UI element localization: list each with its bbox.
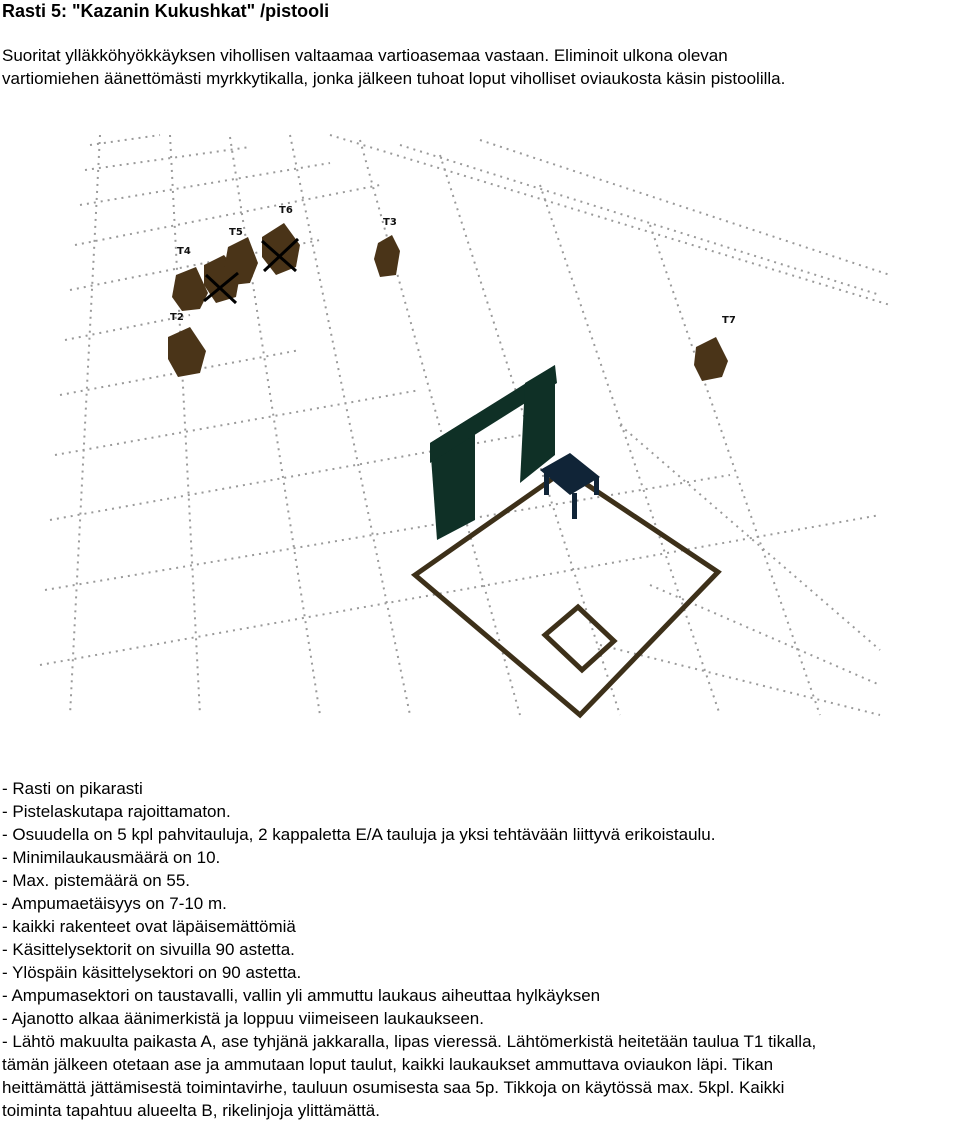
procedure-line: - Lähtö makuulta paikasta A, ase tyhjänä jakkaralla, lipas vieressä. Lähtömerkistä heitetään taulua T1 tikalla, bbox=[2, 1032, 817, 1051]
rule-item: - Rasti on pikarasti bbox=[2, 779, 143, 798]
target-label: T4 bbox=[177, 246, 191, 257]
rule-item: - Minimilaukausmäärä on 10. bbox=[2, 848, 221, 867]
rules-list bbox=[2, 777, 960, 1122]
rule-item: - Osuudella on 5 kpl pahvitauluja, 2 kappaletta E/A tauluja ja yksi tehtävään liittyvä erikoistaulu. bbox=[2, 825, 716, 844]
procedure-line: tämän jälkeen otetaan ase ja ammutaan loput taulut, kaikki laukaukset ammuttava oviaukon läpi. Tikan bbox=[2, 1055, 774, 1074]
rule-item: - Käsittelysektorit on sivuilla 90 astetta. bbox=[2, 940, 295, 959]
target-label: T3 bbox=[383, 217, 397, 228]
targets bbox=[168, 223, 728, 381]
target-label: T6 bbox=[279, 205, 293, 216]
target-t7 bbox=[694, 337, 728, 381]
rule-item: - Ampumasektori on taustavalli, vallin yli ammuttu laukaus aiheuttaa hylkäyksen bbox=[2, 986, 601, 1005]
target-t3 bbox=[374, 235, 400, 277]
rule-item: - Pistelaskutapa rajoittamaton. bbox=[2, 802, 231, 821]
target-t2 bbox=[168, 327, 206, 377]
target-t4 bbox=[172, 267, 208, 311]
intro-line: Suoritat ylläkköhyökkäyksen vihollisen valtaamaa vartioasemaa vastaan. Eliminoit ulkona olevan bbox=[2, 46, 728, 65]
area-a-outline bbox=[545, 607, 614, 670]
page-title: Rasti 5: "Kazanin Kukushkat" /pistooli bbox=[2, 1, 330, 21]
target-label: T2 bbox=[170, 312, 184, 323]
rule-item: - Ylöspäin käsittelysektori on 90 astetta. bbox=[2, 963, 302, 982]
intro-line: vartiomiehen äänettömästi myrkkytikalla, jonka jälkeen tuhoat loput viholliset oviaukosta käsin pistoolilla. bbox=[2, 69, 786, 88]
intro-paragraph bbox=[2, 44, 952, 90]
procedure-line: toiminta tapahtuu alueelta B, rikelinjoja ylittämättä. bbox=[2, 1101, 380, 1120]
target-t5b bbox=[224, 237, 258, 285]
rule-item: - Max. pistemäärä on 55. bbox=[2, 871, 191, 890]
stage-diagram bbox=[0, 125, 960, 725]
target-label: T5 bbox=[229, 227, 243, 238]
rule-item: - kaikki rakenteet ovat läpäisemättömiä bbox=[2, 917, 296, 936]
target-label: T7 bbox=[722, 315, 736, 326]
rule-item: - Ampumaetäisyys on 7-10 m. bbox=[2, 894, 227, 913]
procedure-line: heittämättä jättämisestä toimintavirhe, tauluun osumisesta saa 5p. Tikkoja on käytössä max. 5kpl. Kaikki bbox=[2, 1078, 785, 1097]
rule-item: - Ajanotto alkaa äänimerkistä ja loppuu viimeiseen laukaukseen. bbox=[2, 1009, 484, 1028]
